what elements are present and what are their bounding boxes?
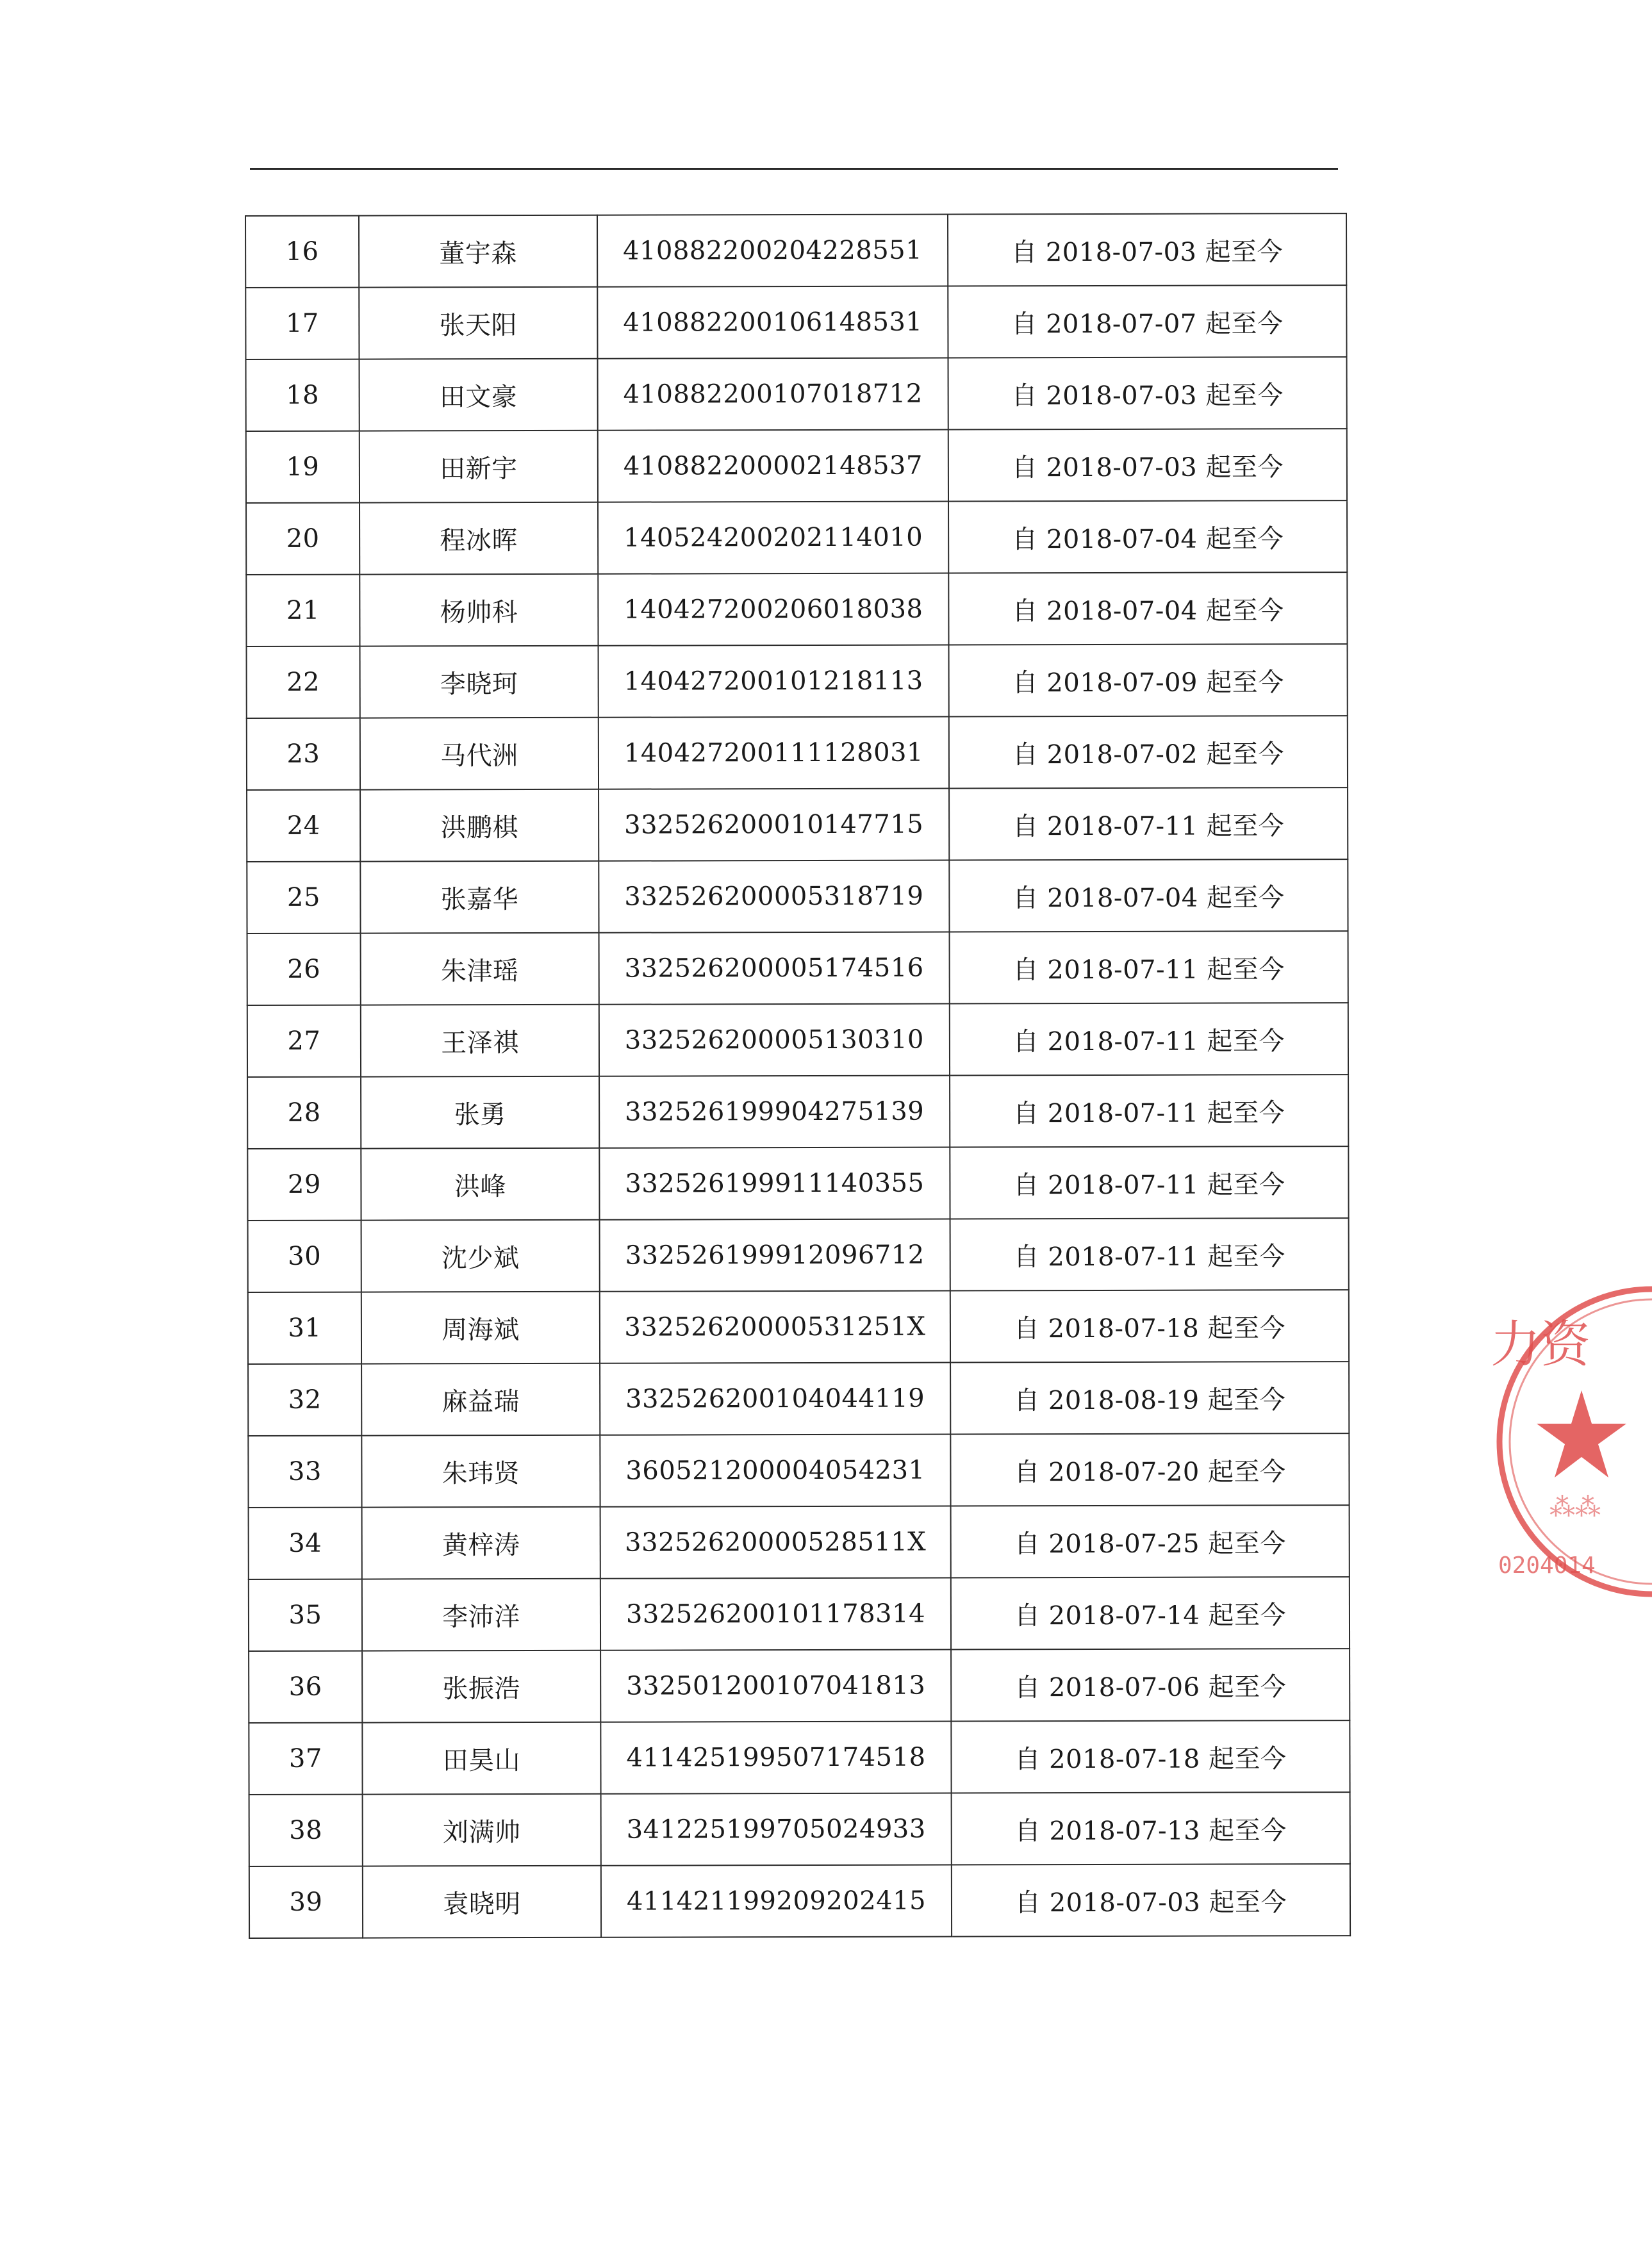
- seal-graphic: [1491, 1289, 1652, 1594]
- employment-period: 自 2018-07-02 起至今: [949, 716, 1348, 788]
- official-seal: [1485, 1281, 1652, 1615]
- id-number: 332526199912096712: [600, 1219, 950, 1292]
- employment-period: 自 2018-07-13 起至今: [952, 1792, 1350, 1864]
- table-row: [247, 1074, 1348, 1149]
- id-number: 411425199507174518: [600, 1722, 951, 1794]
- table-row: [248, 1433, 1349, 1508]
- employment-period: 自 2018-07-11 起至今: [950, 931, 1348, 1003]
- table-row: [249, 1720, 1350, 1795]
- employee-name: 张勇: [361, 1076, 599, 1149]
- employee-name: 麻益瑞: [361, 1363, 600, 1436]
- row-number: 17: [245, 288, 359, 359]
- id-number: 140524200202114010: [598, 502, 948, 574]
- employment-period: 自 2018-07-03 起至今: [948, 429, 1347, 501]
- row-number: 33: [248, 1436, 361, 1508]
- row-number: 19: [246, 431, 359, 503]
- id-number: 332526200101178314: [600, 1578, 951, 1650]
- employment-period: 自 2018-07-20 起至今: [950, 1433, 1349, 1506]
- employee-name: 刘满帅: [363, 1794, 601, 1866]
- employee-name: 朱津瑶: [361, 933, 599, 1005]
- row-number: 28: [247, 1077, 361, 1149]
- seal-code: 0204014: [1498, 1552, 1596, 1579]
- id-number: 33252620000528511X: [600, 1506, 951, 1579]
- svg-text:⁂⁂: ⁂⁂: [1549, 1493, 1601, 1522]
- employment-period: 自 2018-07-11 起至今: [949, 787, 1348, 860]
- table-row: [246, 357, 1347, 431]
- employee-name: 沈少斌: [361, 1220, 600, 1292]
- table-row: [246, 572, 1347, 646]
- employee-name: 董宇森: [359, 215, 597, 288]
- id-number: 410882200107018712: [598, 358, 948, 431]
- row-number: 27: [247, 1005, 361, 1077]
- employment-period: 自 2018-07-11 起至今: [950, 1146, 1348, 1219]
- row-number: 39: [249, 1866, 363, 1938]
- row-number: 29: [247, 1149, 361, 1221]
- seal-text: 力资: [1491, 1316, 1591, 1374]
- employee-name: 王泽祺: [361, 1005, 599, 1077]
- table-row: [249, 1864, 1350, 1938]
- id-number: 332526200010147715: [599, 789, 949, 861]
- employment-period: 自 2018-07-18 起至今: [950, 1290, 1349, 1362]
- row-number: 16: [245, 216, 359, 288]
- employee-name: 李晓珂: [360, 646, 599, 718]
- table-row: [247, 716, 1348, 790]
- employment-period: 自 2018-07-25 起至今: [951, 1505, 1350, 1577]
- id-number: 332501200107041813: [600, 1650, 951, 1722]
- id-number: 332526200005318719: [599, 860, 949, 933]
- employment-period: 自 2018-07-03 起至今: [952, 1864, 1350, 1936]
- employee-name: 程冰晖: [359, 502, 598, 575]
- employee-name: 黄梓涛: [362, 1507, 600, 1579]
- id-number: 332526200005174516: [599, 932, 950, 1005]
- table-row: [248, 1218, 1349, 1292]
- id-number: 332526199911140355: [599, 1148, 950, 1220]
- employee-name: 朱玮贤: [361, 1435, 600, 1508]
- roster-table-container: [245, 213, 1344, 1939]
- id-number: 410882200204228551: [597, 215, 948, 287]
- employee-name: 李沛洋: [362, 1579, 600, 1651]
- row-number: 22: [247, 646, 360, 718]
- roster-table: [245, 213, 1351, 1939]
- table-row: [247, 1146, 1348, 1221]
- row-number: 25: [247, 862, 360, 934]
- employee-name: 杨帅科: [359, 574, 598, 646]
- id-number: 332526199904275139: [599, 1076, 950, 1148]
- employment-period: 自 2018-07-11 起至今: [950, 1218, 1349, 1290]
- id-number: 140427200111128031: [599, 717, 949, 789]
- row-number: 18: [246, 359, 359, 431]
- employment-period: 自 2018-07-06 起至今: [951, 1649, 1350, 1721]
- row-number: 34: [249, 1508, 362, 1579]
- employee-name: 田文豪: [359, 359, 598, 431]
- employment-period: 自 2018-07-14 起至今: [951, 1577, 1350, 1649]
- row-number: 23: [247, 718, 360, 790]
- id-number: 332526200005130310: [599, 1004, 950, 1076]
- table-row: [248, 1290, 1349, 1364]
- row-number: 31: [248, 1292, 361, 1364]
- id-number: 341225199705024933: [601, 1793, 952, 1866]
- employment-period: 自 2018-07-04 起至今: [948, 572, 1347, 645]
- table-row: [247, 859, 1348, 934]
- row-number: 26: [247, 934, 361, 1005]
- row-number: 21: [246, 575, 359, 646]
- header-rule: [250, 168, 1338, 170]
- table-row: [249, 1792, 1350, 1866]
- table-row: [247, 787, 1348, 862]
- employment-period: 自 2018-07-03 起至今: [948, 213, 1346, 286]
- id-number: 410882200106148531: [597, 286, 948, 359]
- table-row: [246, 500, 1347, 575]
- employment-period: 自 2018-07-18 起至今: [951, 1720, 1350, 1793]
- employment-period: 自 2018-07-11 起至今: [950, 1003, 1348, 1075]
- table-row: [249, 1649, 1350, 1723]
- employment-period: 自 2018-07-07 起至今: [948, 285, 1346, 358]
- table-row: [248, 1362, 1349, 1436]
- row-number: 32: [248, 1364, 361, 1436]
- row-number: 36: [249, 1651, 362, 1723]
- table-row: [247, 644, 1348, 718]
- row-number: 30: [248, 1221, 361, 1292]
- employment-period: 自 2018-07-04 起至今: [949, 859, 1348, 932]
- id-number: 140427200206018038: [598, 573, 948, 646]
- table-row: [247, 1003, 1348, 1077]
- table-row: [246, 429, 1347, 503]
- table-row: [249, 1505, 1350, 1579]
- employment-period: 自 2018-07-04 起至今: [948, 500, 1347, 573]
- id-number: 140427200101218113: [599, 645, 949, 718]
- employment-period: 自 2018-07-11 起至今: [950, 1074, 1348, 1147]
- row-number: 37: [249, 1723, 362, 1795]
- employment-period: 自 2018-07-09 起至今: [949, 644, 1348, 716]
- id-number: 410882200002148537: [598, 430, 948, 502]
- id-number: 360521200004054231: [600, 1435, 950, 1507]
- row-number: 24: [247, 790, 360, 862]
- table-row: [249, 1577, 1350, 1651]
- id-number: 332526200104044119: [600, 1363, 950, 1435]
- employee-name: 洪鹏棋: [360, 789, 599, 862]
- employment-period: 自 2018-07-03 起至今: [948, 357, 1347, 429]
- employee-name: 田新宇: [359, 431, 598, 503]
- roster-table-body: [245, 213, 1350, 1938]
- table-row: [247, 931, 1348, 1005]
- employment-period: 自 2018-08-19 起至今: [950, 1362, 1349, 1434]
- row-number: 38: [249, 1795, 363, 1866]
- employee-name: 张嘉华: [360, 861, 599, 934]
- employee-name: 洪峰: [361, 1148, 599, 1221]
- employee-name: 袁晓明: [363, 1866, 601, 1938]
- employee-name: 张天阳: [359, 287, 597, 359]
- seal-star-icon: [1537, 1390, 1626, 1477]
- id-number: 33252620000531251X: [600, 1291, 950, 1363]
- row-number: 35: [249, 1579, 362, 1651]
- employee-name: 田昊山: [362, 1722, 600, 1795]
- table-row: [245, 285, 1346, 359]
- table-row: [245, 213, 1346, 288]
- employee-name: 马代洲: [360, 718, 599, 790]
- id-number: 411421199209202415: [601, 1865, 952, 1938]
- employee-name: 周海斌: [361, 1292, 600, 1364]
- employee-name: 张振浩: [362, 1650, 600, 1723]
- row-number: 20: [246, 503, 359, 575]
